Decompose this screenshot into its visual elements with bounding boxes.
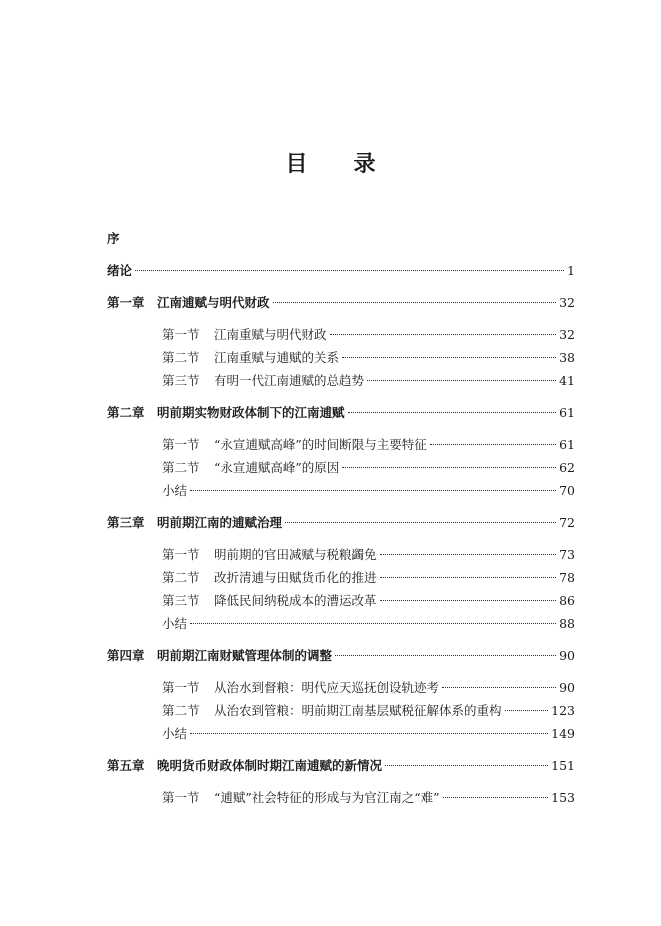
title-char-1: 目: [285, 152, 308, 177]
page-number: 123: [551, 703, 575, 718]
page-number: 41: [559, 373, 575, 388]
dot-leader: [385, 765, 548, 766]
toc-section[interactable]: [162, 436, 575, 454]
page-number: 149: [551, 726, 575, 741]
dot-leader: [380, 577, 557, 578]
page-number: 88: [559, 616, 575, 631]
section-number: 第二节: [162, 703, 200, 718]
toc-section[interactable]: [162, 372, 575, 390]
section-title: “逋赋”社会特征的形成与为官江南之“难”: [214, 790, 440, 805]
chapter-title: 明前期江南的逋赋治理: [157, 515, 283, 530]
section-title: 降低民间纳税成本的漕运改革: [214, 593, 377, 608]
title-char-2: 录: [353, 152, 376, 177]
dot-leader: [335, 655, 556, 656]
toc-section[interactable]: [162, 326, 575, 344]
chapter-title: 明前期实物财政体制下的江南逋赋: [157, 405, 345, 420]
dot-leader: [380, 600, 557, 601]
intro-label: 绪论: [107, 263, 133, 278]
chapter-number: 第五章: [107, 758, 145, 773]
page-number: 38: [559, 350, 575, 365]
section-title: 江南重赋与逋赋的关系: [214, 350, 340, 365]
toc-preface[interactable]: [107, 230, 575, 248]
page-number: 153: [551, 790, 575, 805]
chapter-title: 晚明货币财政体制时期江南逋赋的新情况: [157, 758, 383, 773]
section-number: 第二节: [162, 570, 200, 585]
chapter-title: 明前期江南财赋管理体制的调整: [157, 648, 333, 663]
preface-label: 序: [107, 231, 120, 246]
section-number: 第二节: [162, 460, 200, 475]
toc-section[interactable]: [162, 679, 575, 697]
page-number: 61: [559, 405, 575, 420]
page-number: 86: [559, 593, 575, 608]
dot-leader: [285, 522, 556, 523]
dot-leader: [505, 710, 549, 711]
dot-leader: [190, 623, 556, 624]
dot-leader: [342, 357, 556, 358]
section-number: 第三节: [162, 373, 200, 388]
toc-section[interactable]: [162, 546, 575, 564]
section-title: 江南重赋与明代财政: [214, 327, 327, 342]
page-number: 73: [559, 547, 575, 562]
page-number: 1: [567, 263, 575, 278]
section-title: 从治水到督粮：明代应天巡抚创设轨迹考: [214, 680, 440, 695]
toc-chapter[interactable]: [107, 404, 575, 422]
dot-leader: [367, 380, 556, 381]
dot-leader: [273, 302, 557, 303]
toc-chapter[interactable]: [107, 647, 575, 665]
section-number: 第一节: [162, 327, 200, 342]
section-title: “永宣逋赋高峰”的时间断限与主要特征: [214, 437, 427, 452]
chapter-number: 第二章: [107, 405, 145, 420]
toc-section[interactable]: [162, 349, 575, 367]
section-title: 从治农到管粮：明前期江南基层赋税征解体系的重构: [214, 703, 502, 718]
section-title: 有明一代江南逋赋的总趋势: [214, 373, 365, 388]
toc-section[interactable]: [162, 569, 575, 587]
toc-intro[interactable]: [107, 262, 575, 280]
toc-section[interactable]: [162, 702, 575, 720]
dot-leader: [342, 467, 556, 468]
toc-section[interactable]: [162, 592, 575, 610]
section-number: 第一节: [162, 680, 200, 695]
section-number: 第二节: [162, 350, 200, 365]
summary-title: 小结: [162, 616, 188, 631]
chapter-title: 江南逋赋与明代财政: [157, 295, 270, 310]
dot-leader: [443, 797, 549, 798]
dot-leader: [442, 687, 556, 688]
page-number: 72: [559, 515, 575, 530]
page-number: 78: [559, 570, 575, 585]
dot-leader: [190, 490, 556, 491]
section-title: 改折清逋与田赋货币化的推进: [214, 570, 377, 585]
chapter-number: 第三章: [107, 515, 145, 530]
dot-leader: [380, 554, 557, 555]
section-number: 第一节: [162, 547, 200, 562]
page-number: 90: [559, 648, 575, 663]
summary-title: 小结: [162, 726, 188, 741]
toc-summary[interactable]: [162, 615, 575, 633]
page-number: 32: [559, 295, 575, 310]
section-title: “永宣逋赋高峰”的原因: [214, 460, 340, 475]
toc-chapter[interactable]: [107, 757, 575, 775]
section-number: 第三节: [162, 593, 200, 608]
section-number: 第一节: [162, 437, 200, 452]
toc-section[interactable]: [162, 789, 575, 807]
dot-leader: [135, 270, 564, 271]
toc-chapter[interactable]: [107, 514, 575, 532]
dot-leader: [330, 334, 557, 335]
page-number: 70: [559, 483, 575, 498]
dot-leader: [430, 444, 556, 445]
section-title: 明前期的官田减赋与税粮蠲免: [214, 547, 377, 562]
toc-summary[interactable]: [162, 482, 575, 500]
chapter-number: 第四章: [107, 648, 145, 663]
toc-chapter[interactable]: [107, 294, 575, 312]
toc-summary[interactable]: [162, 725, 575, 743]
page-number: 62: [559, 460, 575, 475]
dot-leader: [190, 733, 548, 734]
page-number: 32: [559, 327, 575, 342]
chapter-number: 第一章: [107, 295, 145, 310]
summary-title: 小结: [162, 483, 188, 498]
page-number: 90: [559, 680, 575, 695]
toc-section[interactable]: [162, 459, 575, 477]
page-number: 151: [551, 758, 575, 773]
page-title: [0, 147, 661, 178]
page-number: 61: [559, 437, 575, 452]
dot-leader: [348, 412, 557, 413]
section-number: 第一节: [162, 790, 200, 805]
